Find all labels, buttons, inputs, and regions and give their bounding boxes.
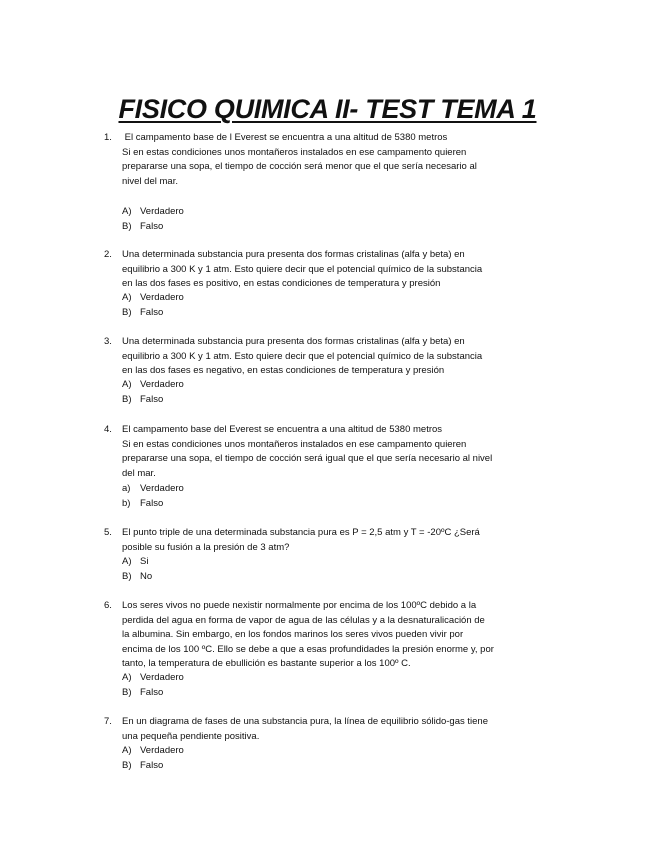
option-letter: B) bbox=[122, 306, 132, 318]
answer-options bbox=[122, 378, 184, 407]
question-line: El campamento base de l Everest se encuentra a una altitud de 5380 metros bbox=[122, 132, 448, 143]
option-letter: b) bbox=[122, 497, 131, 509]
question-line: del mar. bbox=[122, 467, 156, 479]
option-b[interactable] bbox=[122, 306, 184, 321]
option-letter: A) bbox=[122, 556, 132, 567]
question-line: El punto triple de una determinada substancia pura es P = 2,5 atm y T = -20ºC ¿Será bbox=[122, 527, 480, 538]
option-a[interactable] bbox=[122, 744, 184, 759]
question-number: 6. bbox=[104, 600, 112, 611]
option-text: Verdadero bbox=[140, 672, 184, 683]
option-letter: B) bbox=[122, 220, 132, 232]
question-text bbox=[122, 423, 517, 481]
option-letter: B) bbox=[122, 570, 132, 582]
option-text: Si bbox=[140, 556, 149, 567]
option-letter: A) bbox=[122, 292, 132, 303]
option-letter: B) bbox=[122, 393, 132, 405]
option-text: Verdadero bbox=[140, 483, 184, 494]
option-text: No bbox=[140, 570, 153, 582]
question-line: equilibrio a 300 K y 1 atm. Esto quiere decir que el potencial químico de la substancia bbox=[122, 350, 483, 362]
option-letter: B) bbox=[122, 686, 132, 698]
question-line: En un diagrama de fases de una substancia pura, la línea de equilibrio sólido-gas tiene bbox=[122, 716, 488, 727]
question-line: encima de los 100 ºC. Ello se debe a que a esas profundidades la presión enorme y, por bbox=[122, 643, 494, 655]
option-letter: A) bbox=[122, 379, 132, 390]
page-title: FISICO QUIMICA II- TEST TEMA 1 bbox=[118, 94, 537, 124]
question-line: en las dos fases es negativo, en estas condiciones de temperatura y presión bbox=[122, 365, 445, 376]
option-letter: B) bbox=[122, 759, 132, 771]
question-line: Si en estas condiciones unos montañeros instalados en ese campamento quieren bbox=[122, 146, 467, 158]
option-text: Falso bbox=[140, 220, 164, 232]
option-a[interactable] bbox=[122, 291, 184, 306]
question-text bbox=[122, 248, 517, 292]
option-letter: a) bbox=[122, 483, 131, 494]
option-a[interactable] bbox=[122, 555, 152, 570]
answer-options bbox=[122, 555, 152, 584]
option-text: Verdadero bbox=[140, 292, 184, 303]
option-b[interactable] bbox=[122, 759, 184, 774]
option-letter: A) bbox=[122, 672, 132, 683]
question-text bbox=[122, 526, 517, 555]
question-text bbox=[122, 599, 517, 672]
option-letter: A) bbox=[122, 206, 132, 217]
option-text: Falso bbox=[140, 497, 164, 509]
question-line: nivel del mar. bbox=[122, 175, 178, 187]
option-a[interactable] bbox=[122, 482, 184, 497]
question-line: posible su fusión a la presión de 3 atm? bbox=[122, 541, 290, 553]
option-b[interactable] bbox=[122, 686, 184, 701]
option-text: Verdadero bbox=[140, 379, 184, 390]
option-a[interactable] bbox=[122, 378, 184, 393]
question-line: prepararse una sopa, el tiempo de cocción será menor que el que sería necesario al bbox=[122, 161, 477, 172]
option-text: Verdadero bbox=[140, 745, 184, 756]
option-text: Falso bbox=[140, 759, 164, 771]
question-line: El campamento base del Everest se encuentra a una altitud de 5380 metros bbox=[122, 424, 443, 435]
question-line: Si en estas condiciones unos montañeros instalados en ese campamento quieren bbox=[122, 438, 467, 450]
option-b[interactable] bbox=[122, 393, 184, 408]
option-a[interactable] bbox=[122, 671, 184, 686]
question-number: 7. bbox=[104, 716, 112, 727]
option-text: Falso bbox=[140, 306, 164, 318]
question-number: 2. bbox=[104, 249, 112, 260]
question-line: la albumina. Sin embargo, en los fondos marinos los seres vivos pueden vivir por bbox=[122, 629, 464, 640]
answer-options bbox=[122, 205, 184, 234]
option-b[interactable] bbox=[122, 220, 184, 235]
question-line: prepararse una sopa, el tiempo de cocción será igual que el que sería necesario al nivel bbox=[122, 453, 493, 464]
question-line: Los seres vivos no puede nexistir normalmente por encima de los 100ºC debido a la bbox=[122, 600, 477, 611]
question-number: 5. bbox=[104, 527, 112, 538]
option-a[interactable] bbox=[122, 205, 184, 220]
answer-options bbox=[122, 291, 184, 320]
question-line: Una determinada substancia pura presenta dos formas cristalinas (alfa y beta) en bbox=[122, 249, 465, 260]
option-text: Falso bbox=[140, 686, 164, 698]
question-text bbox=[122, 715, 517, 744]
question-text bbox=[122, 335, 517, 379]
question-line: tanto, la temperatura de ebullición es bastante superior a los 100º C. bbox=[122, 658, 411, 669]
option-text: Falso bbox=[140, 393, 164, 405]
question-text bbox=[122, 131, 517, 189]
question-line: equilibrio a 300 K y 1 atm. Esto quiere decir que el potencial químico de la substancia bbox=[122, 263, 483, 275]
question-number: 1. bbox=[104, 132, 112, 143]
answer-options bbox=[122, 744, 184, 773]
question-line: perdida del agua en forma de vapor de agua de las células y a la desnaturalicación de bbox=[122, 614, 485, 626]
option-b[interactable] bbox=[122, 570, 152, 585]
question-number: 3. bbox=[104, 336, 112, 347]
question-number: 4. bbox=[104, 424, 112, 435]
question-line: en las dos fases es positivo, en estas condiciones de temperatura y presión bbox=[122, 278, 441, 289]
question-line: una pequeña pendiente positiva. bbox=[122, 730, 260, 742]
answer-options bbox=[122, 671, 184, 700]
answer-options bbox=[122, 482, 184, 511]
option-b[interactable] bbox=[122, 497, 184, 512]
option-letter: A) bbox=[122, 745, 132, 756]
option-text: Verdadero bbox=[140, 206, 184, 217]
question-line: Una determinada substancia pura presenta dos formas cristalinas (alfa y beta) en bbox=[122, 336, 465, 347]
